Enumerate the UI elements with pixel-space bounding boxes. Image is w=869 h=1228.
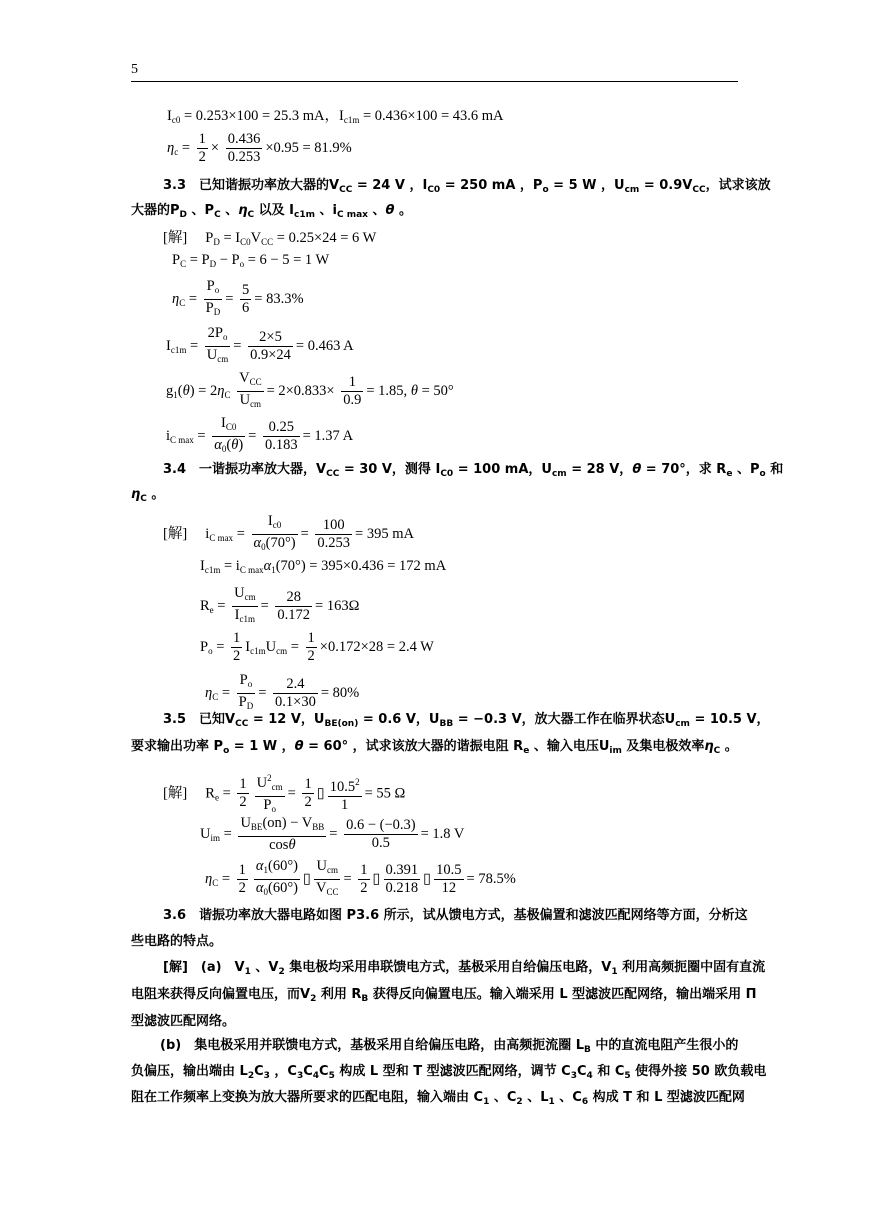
solution-3-4-eta: $\eta_C$ = $\frac{P_o}{P_D}$ = $\frac{2.4}{0.1\times 30}$ = 80% xyxy=(205,672,360,711)
solution-3-6-a-line3: 型滤波匹配网络。 xyxy=(131,1014,236,1029)
problem-3-5-line2: 要求输出功率 $P_o = 1$ W ，θ = 60° ，试求该放大器的谐振电阻 $R_e$ 、输入电压$U_{im}$ 及集电极效率$\eta_C$ 。 xyxy=(131,739,738,756)
solution-3-3-g1: $g_1(\theta) = 2\eta_C$ $\frac{V_{CC}}{U_{cm}}$ = 2×0.833× $\frac{1}{0.9}$ = 1.85, θ = 50° xyxy=(166,370,454,409)
solution-3-6-b-line1: (b) 集电极采用并联馈电方式，基极采用自给偏压电路，由高频扼流圈 $L_B$ 中的直流电阻产生很小的 xyxy=(160,1038,739,1055)
equation-eta-c: $\eta_c$ = $\frac{1}{2}$ × $\frac{0.436}{0.253}$ ×0.95 = 81.9% xyxy=(167,131,352,165)
solution-3-4-ic1m: $I_{c1m} = i_{C max}\alpha_1(70^\circ) = 395\times 0.436 = 172$ mA xyxy=(200,558,447,575)
solution-3-4-re: $R_e$ = $\frac{U_{cm}}{I_{c1m}}$ = $\frac{28}{0.172}$ = 163Ω xyxy=(200,585,360,624)
solution-3-3-eta: $\eta_C$ = $\frac{P_o}{P_D}$ = $\frac{5}{6}$ = 83.3% xyxy=(172,278,304,317)
solution-3-6-a-line2: 电阻来获得反向偏置电压，而$V_2$ 利用 $R_B$ 获得反向偏置电压。输入端采用 L 型滤波匹配网络，输出端采用 Π xyxy=(131,987,757,1004)
problem-3-5-line1: 3.5 已知$V_{CC} = 12$ V，$U_{BE(on)} = 0.6$ V，$U_{BB} = -0.3$ V，放大器工作在临界状态$U_{cm} = 10.5$ V， xyxy=(163,712,770,729)
solution-3-3-pc: $P_C = P_D - P_o = 6 - 5 = 1$ W xyxy=(172,252,330,269)
solution-3-3-pd: [解] $P_D = I_{C0}V_{CC} = 0.25\times 24 = 6$ W xyxy=(163,230,377,247)
header-rule xyxy=(131,81,738,82)
problem-3-4-line2: $\eta_C$ 。 xyxy=(131,487,165,504)
solution-3-5-uim: $U_{im}$ = $\frac{U_{BE}(on) - V_{BB}}{\cos\theta}$ = $\frac{0.6 - (-0.3)}{0.5}$ = 1.8 V xyxy=(200,815,465,853)
equation-ic0: $I_{c0} = 0.253\times 100 = 25.3$ mA，$I_{c1m} = 0.436\times 100 = 43.6$ mA xyxy=(167,108,504,125)
solution-3-3-ic1m: $I_{c1m}$ = $\frac{2P_o}{U_{cm}}$ = $\frac{2\times 5}{0.9\times 24}$ = 0.463 A xyxy=(166,325,354,364)
problem-3-3-line1: 3.3 已知谐振功率放大器的$V_{CC} = 24$ V ，$I_{C0} = 250$ mA ，$P_o = 5$ W ，$U_{cm} = 0.9V_{CC}$，试求该放 xyxy=(163,178,771,195)
solution-3-3-icmax: $i_{C max}$ = $\frac{I_{C0}}{\alpha_0(\theta)}$ = $\frac{0.25}{0.183}$ = 1.37 A xyxy=(166,415,354,454)
problem-3-4-line1: 3.4 一谐振功率放大器，$V_{CC} = 30$ V，测得 $I_{C0} = 100$ mA，$U_{cm} = 28$ V，θ = 70°，求 $R_e$ 、$P_o$ 和 xyxy=(163,462,784,479)
problem-3-6-line2: 些电路的特点。 xyxy=(131,934,223,949)
solution-3-4-po: $P_o$ = $\frac{1}{2}$ $I_{c1m}U_{cm}$ = $\frac{1}{2}$ ×0.172×28 = 2.4 W xyxy=(200,630,434,664)
solution-3-5-re: [解] $R_e$ = $\frac{1}{2}$ $\frac{U^2_{cm}}{P_o}$ = $\frac{1}{2}$ ▯ $\frac{10.5^2}{1}$ = 55 Ω xyxy=(163,770,405,818)
solution-3-6-b-line2: 负偏压，输出端由 $L_2C_3$ ，$C_3C_4C_5$ 构成 L 型和 T 型滤波匹配网络，调节 $C_3C_4$ 和 $C_5$ 使得外接 50 欧负载电 xyxy=(131,1064,767,1081)
solution-3-6-a-line1: [解] (a) $V_1$ 、$V_2$ 集电极均采用串联馈电方式，基极采用自给偏压电路，$V_1$ 利用高频扼圈中固有直流 xyxy=(163,960,766,977)
solution-3-6-b-line3: 阻在工作频率上变换为放大器所要求的匹配电阻，输入端由 $C_1$ 、$C_2$ 、$L_1$ 、$C_6$ 构成 T 和 L 型滤波匹配网 xyxy=(131,1090,745,1107)
page-number: 5 xyxy=(131,62,138,77)
problem-3-6-line1: 3.6 谐振功率放大器电路如图 P3.6 所示，试从馈电方式，基极偏置和滤波匹配网络等方面，分析这 xyxy=(163,908,748,923)
solution-3-5-eta: $\eta_C$ = $\frac{1}{2}$ $\frac{\alpha_1(60^\circ)}{\alpha_0(60^\circ)}$ ▯ $\frac{U_{cm}}{V_{CC}}$ = $\frac{1}{2}$ ▯ $\frac{0.391}{0.218}$ ▯ $\frac{10.5}{12}$ = 78.5% xyxy=(205,858,516,897)
solution-3-4-icmax: [解] $i_{C max}$ = $\frac{I_{c0}}{\alpha_0(70^\circ)}$ = $\frac{100}{0.253}$ = 395 mA xyxy=(163,513,414,552)
problem-3-3-line2: 大器的$P_D$ 、$P_C$ 、$\eta_C$ 以及 $I_{c1m}$ 、$i_{C max}$ 、θ 。 xyxy=(131,203,412,220)
